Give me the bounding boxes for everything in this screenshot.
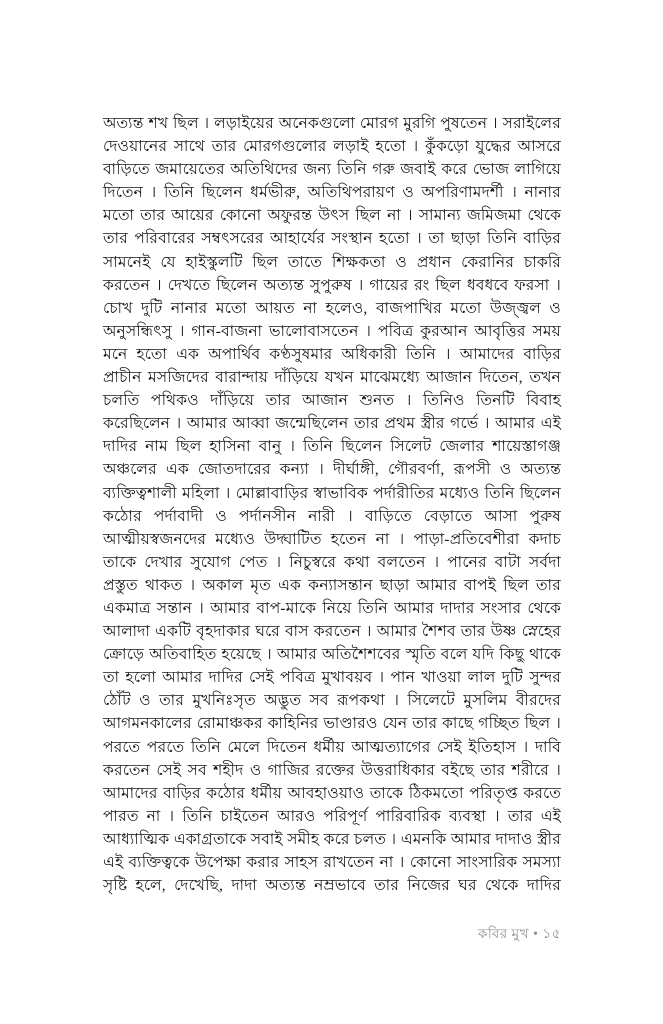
footer-separator-bullet-icon: • bbox=[533, 926, 539, 941]
footer-book-title: কবির মুখ bbox=[477, 926, 530, 941]
footer-page-number: ১৫ bbox=[542, 926, 561, 941]
page-footer bbox=[103, 925, 561, 943]
body-paragraph: অত্যন্ত শখ ছিল । লড়াইয়ের অনেকগুলো মোরগ মুরগি পুষতেন । সরাইলের দেওয়ানের সাথে তার মোরগগুলোর লড়াই হতো । কুঁকড়ো যুদ্ধের আসরে বাড়িতে জমায়েতের অতিথিদের জন্য তিনি গরু জবাই করে ভোজ লাগিয়ে দিতেন । তিনি ছিলেন ধর্মভীরু, অতিথিপরায়ণ ও অপরিণামদর্শী । নানার মতো তার আয়ের কোনো অফুরন্ত উৎস ছিল না । সামান্য জমিজমা থেকে তার পরিবারের সম্বৎসরের আহার্যের সংস্থান হতো । তা ছাড়া তিনি বাড়ির সামনেই যে হাইস্কুলটি ছিল তাতে শিক্ষকতা ও প্রধান কেরানির চাকরি করতেন । দেখতে ছিলেন অত্যন্ত সুপুরুষ । গায়ের রং ছিল ধবধবে ফরসা । চোখ দুটি নানার মতো আয়ত না হলেও, বাজপাখির মতো উজ্জ্বল ও অনুসন্ধিৎসু । গান-বাজনা ভালোবাসতেন । পবিত্র কুরআন আবৃত্তির সময় মনে হতো এক অপার্থিব কণ্ঠসুষমার অধিকারী তিনি । আমাদের বাড়ির প্রাচীন মসজিদের বারান্দায় দাঁড়িয়ে যখন মাঝেমধ্যে আজান দিতেন, তখন চলতি পথিকও দাঁড়িয়ে তার আজান শুনত । তিনিও তিনটি বিবাহ করেছিলেন । আমার আব্বা জন্মেছিলেন তার প্রথম স্ত্রীর গর্ভে । আমার এই দাদির নাম ছিল হাসিনা বানু । তিনি ছিলেন সিলেট জেলার শায়েস্তাগঞ্জ অঞ্চলের এক জোতদারের কন্যা । দীর্ঘাঙ্গী, গৌরবর্ণা, রূপসী ও অত্যন্ত ব্যক্তিত্বশালী মহিলা । মোল্লাবাড়ির স্বাভাবিক পর্দারীতির মধ্যেও তিনি ছিলেন কঠোর পর্দাবাদী ও পর্দানসীন নারী । বাড়িতে বেড়াতে আসা পুরুষ আত্মীয়স্বজনদের মধ্যেও উদ্ঘাটিত হতেন না । পাড়া-প্রতিবেশীরা কদাচ তাকে দেখার সুযোগ পেত । নিচুস্বরে কথা বলতেন । পানের বাটা সর্বদা প্রস্তুত থাকত । অকাল মৃত এক কন্যাসন্তান ছাড়া আমার বাপই ছিল তার একমাত্র সন্তান । আমার বাপ-মাকে নিয়ে তিনি আমার দাদার সংসার থেকে আলাদা একটি বৃহদাকার ঘরে বাস করতেন । আমার শৈশব তার উষ্ণ স্নেহের ক্রোড়ে অতিবাহিত হয়েছে । আমার অতিশৈশবের স্মৃতি বলে যদি কিছু থাকে তা হলো আমার দাদির সেই পবিত্র মুখাবয়ব । পান খাওয়া লাল দুটি সুন্দর ঠোঁট ও তার মুখনিঃসৃত অদ্ভুত সব রূপকথা । সিলেটে মুসলিম বীরদের আগমনকালের রোমাঞ্চকর কাহিনির ভাণ্ডারও যেন তার কাছে গচ্ছিত ছিল । পরতে পরতে তিনি মেলে দিতেন ধর্মীয় আত্মত্যাগের সেই ইতিহাস । দাবি করতেন সেই সব শহীদ ও গাজির রক্তের উত্তরাধিকার বইছে তার শরীরে । আমাদের বাড়ির কঠোর ধর্মীয় আবহাওয়াও তাকে ঠিকমতো পরিতৃপ্ত করতে পারত না । তিনি চাইতেন আরও পরিপূর্ণ পারিবারিক ব্যবস্থা । তার এই আধ্যাত্মিক একাগ্রতাকে সবাই সমীহ করে চলত । এমনকি আমার দাদাও স্ত্রীর এই ব্যক্তিত্বকে উপেক্ষা করার সাহস রাখতেন না । কোনো সাংসারিক সমস্যা সৃষ্টি হলে, দেখেছি, দাদা অত্যন্ত নম্রভাবে তার নিজের ঘর থেকে দাদির bbox=[103, 115, 561, 895]
body-text-block bbox=[103, 112, 561, 920]
